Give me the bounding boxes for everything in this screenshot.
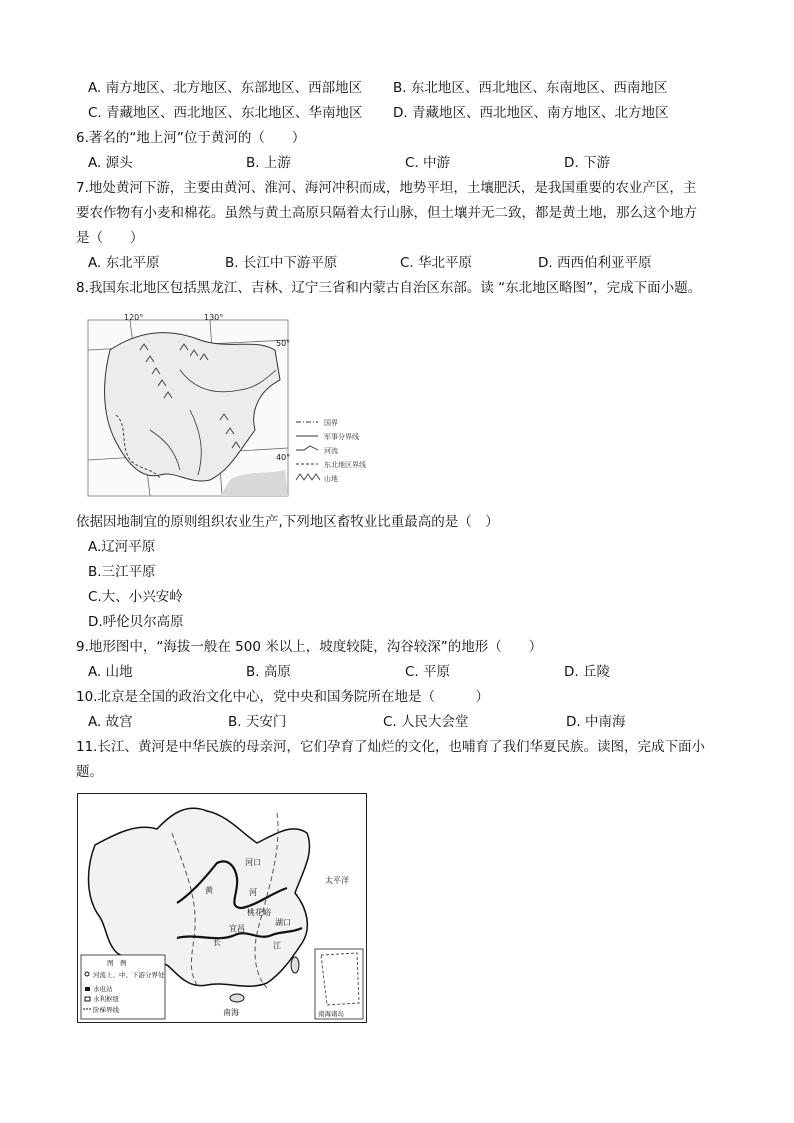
q11-stem-line1: 11.长江、黄河是中华民族的母亲河，它们孕育了灿烂的文化，也哺育了我们华夏民族。读图，完成下面小 <box>76 739 705 755</box>
label-taohuayu: 桃花峪 <box>247 908 271 917</box>
label-hukou: 湖口 <box>275 918 291 927</box>
q7-option-b[interactable]: B. 长江中下游平原 <box>225 255 338 271</box>
northeast-china-map <box>80 310 410 500</box>
q8-stem: 8.我国东北地区包括黑龙江、吉林、辽宁三省和内蒙古自治区东部。读 “东北地区略图”，完成下面小题。 <box>76 280 702 296</box>
map-lat-40: 40° <box>276 453 291 462</box>
label-south-sea: 南海 <box>223 1008 239 1017</box>
legend-region-boundary: 东北地区界线 <box>324 461 366 469</box>
q7-stem-line1: 7.地处黄河下游，主要由黄河、淮河、海河冲积而成，地势平坦，土壤肥沃，是我国重要的农业产区，主 <box>76 180 697 196</box>
legend-mountain: 山地 <box>324 475 338 483</box>
q5-option-d[interactable]: D. 青藏地区、西北地区、南方地区、北方地区 <box>393 105 669 121</box>
inset-label: 南海诸岛 <box>318 1010 344 1018</box>
label-yichang: 宜昌 <box>229 924 245 933</box>
label-hekou: 河口 <box>245 858 261 867</box>
q10-option-a[interactable]: A. 故宫 <box>88 714 133 730</box>
legend-water-hub: 水利枢纽 <box>93 995 119 1003</box>
label-jiang: 江 <box>273 941 281 950</box>
label-chang: 长 <box>213 938 221 947</box>
legend-river-division: 河流上、中、下游分界处 <box>93 971 165 979</box>
q6-option-c[interactable]: C. 中游 <box>405 155 451 171</box>
map-lat-50: 50° <box>276 339 291 348</box>
q10-option-b[interactable]: B. 天安门 <box>228 714 287 730</box>
q7-option-a[interactable]: A. 东北平原 <box>88 255 160 271</box>
q6-option-d[interactable]: D. 下游 <box>564 155 610 171</box>
q6-option-a[interactable]: A. 源头 <box>88 155 133 171</box>
legend-military-line: 军事分界线 <box>324 433 359 441</box>
q6-stem: 6.著名的“地上河”位于黄河的（ ） <box>76 130 306 146</box>
q7-stem-line3: 是（ ） <box>76 230 144 246</box>
label-he: 河 <box>249 888 257 897</box>
q9-option-a[interactable]: A. 山地 <box>88 664 133 680</box>
legend-step-line: 阶梯界线 <box>93 1006 119 1014</box>
legend-border: 国界 <box>324 419 338 427</box>
legend-hydropower: 水电站 <box>93 985 113 993</box>
q10-stem: 10.北京是全国的政治文化中心，党中央和国务院所在地是（ ） <box>76 689 489 705</box>
q9-option-c[interactable]: C. 平原 <box>405 664 451 680</box>
q8-question: 依据因地制宜的原则组织农业生产,下列地区畜牧业比重最高的是（ ） <box>76 514 499 530</box>
legend-river: 河流 <box>324 447 338 455</box>
label-huang: 黄 <box>205 886 213 895</box>
q7-option-c[interactable]: C. 华北平原 <box>400 255 473 271</box>
q8-option-c[interactable]: C.大、小兴安岭 <box>88 589 183 605</box>
q9-option-b[interactable]: B. 高原 <box>246 664 291 680</box>
q8-option-d[interactable]: D.呼伦贝尔高原 <box>88 614 184 630</box>
q10-option-c[interactable]: C. 人民大会堂 <box>383 714 469 730</box>
q8-option-b[interactable]: B.三江平原 <box>88 564 156 580</box>
q9-stem: 9.地形图中，“海拔一般在 500 米以上，坡度较陡，沟谷较深”的地形（ ） <box>76 639 543 655</box>
q8-option-a[interactable]: A.辽河平原 <box>88 539 156 555</box>
map-lon-130: 130° <box>204 313 224 322</box>
q7-stem-line2: 要农作物有小麦和棉花。虽然与黄土高原只隔着太行山脉，但土壤并无二致，都是黄土地，那么这个地方 <box>76 205 697 221</box>
q7-option-d[interactable]: D. 西西伯利亚平原 <box>538 255 652 271</box>
q5-option-c[interactable]: C. 青藏地区、西北地区、东北地区、华南地区 <box>88 105 363 121</box>
q5-option-a[interactable]: A. 南方地区、北方地区、东部地区、西部地区 <box>88 80 363 96</box>
map-lon-120: 120° <box>124 313 144 322</box>
q10-option-d[interactable]: D. 中南海 <box>566 714 626 730</box>
q6-option-b[interactable]: B. 上游 <box>246 155 291 171</box>
label-pacific: 太平洋 <box>325 876 349 885</box>
q9-option-d[interactable]: D. 丘陵 <box>564 664 610 680</box>
q11-stem-line2: 题。 <box>76 764 103 780</box>
legend-title: 图 例 <box>107 959 127 967</box>
q5-option-b[interactable]: B. 东北地区、西北地区、东南地区、西南地区 <box>393 80 668 96</box>
china-rivers-map <box>77 793 367 1023</box>
